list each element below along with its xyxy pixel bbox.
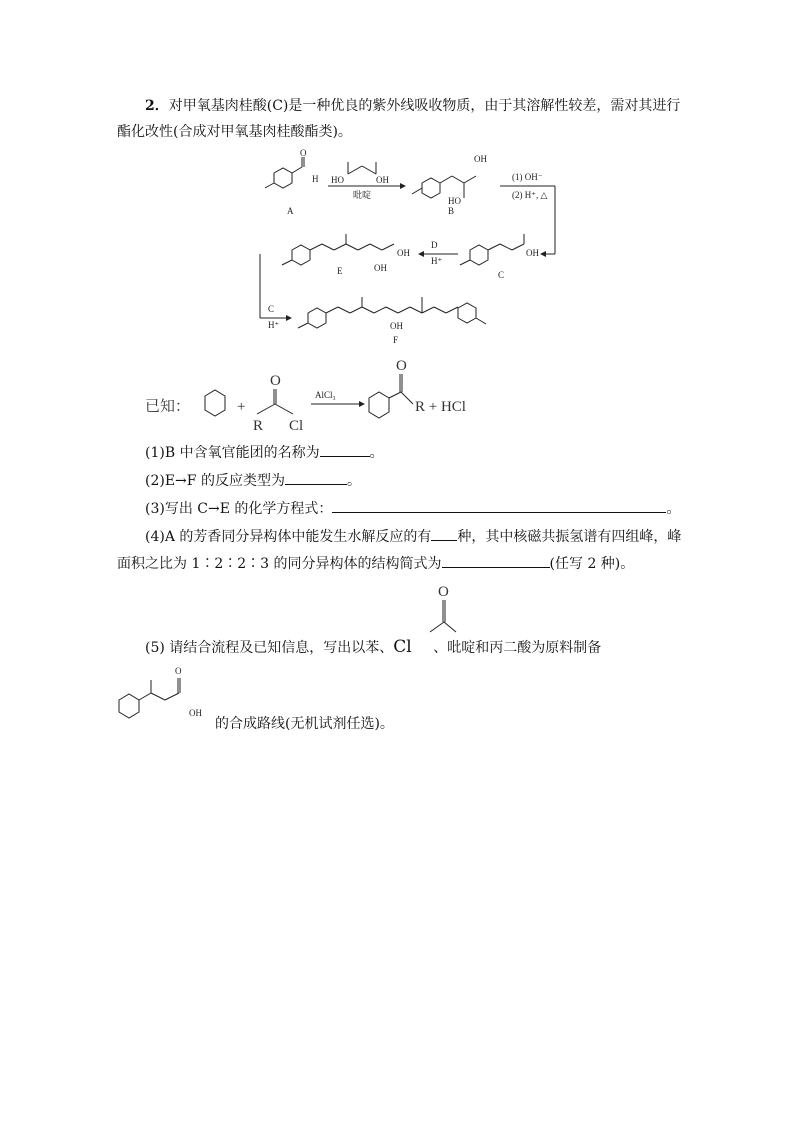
q5-text-a: (5) 请结合流程及已知信息，写出以苯、 [145,640,394,656]
sub-question-3 [145,498,680,519]
F-OH: OH [390,321,403,331]
group-OH: OH [376,175,389,185]
acyl-O: O [270,373,281,389]
question-intro-line1 [145,96,680,116]
cond-H-heat: (2) H⁺, △ [512,190,548,200]
intro-text-1: 对甲氧基肉桂酸(C)是一种优良的紫外线吸收物质，由于其溶解性较差，需对其进行 [168,98,681,114]
group-H: H [312,174,319,184]
q5-text-b: 、吡啶和丙二酸为原料制备 [433,640,602,656]
cond-OH: (1) OH⁻ [512,172,543,182]
question-number: 2． [145,98,169,114]
group-HO: HO [331,175,344,185]
catalyst-AlCl3: AlCl₃ [315,390,336,400]
reagent-malonic-acid [331,162,389,185]
target-product-structure [115,660,215,728]
product-benzene-icon [369,392,389,418]
product-O: O [396,358,407,374]
sub-question-5-line2: 的合成路线(无机试剂任选)。 [215,716,394,732]
molecule-B [412,154,487,216]
B-OH-top: OH [474,154,487,164]
label-A: A [287,206,294,216]
sub-question-4-line2 [117,553,634,574]
q4-text-b: 种，其中核磁共振氢谱有四组峰，峰 [457,529,682,545]
q2-text: (2)E→F 的反应类型为 [145,473,285,489]
q1-answer-blank[interactable] [320,442,370,457]
q5-cl: Cl [393,637,412,657]
reaction-scheme [250,148,570,360]
product-O-atom: O [175,666,182,676]
q4-text-d: (任写 2 种)。 [549,556,635,572]
question-intro-line2: 酯化改性(合成对甲氧基肉桂酸酯类)。 [117,124,352,140]
q1-text: (1)B 中含氧官能团的名称为 [145,445,320,461]
acyl-R: R [253,418,264,434]
plus-sign: + [237,399,246,415]
label-E: E [337,266,343,276]
molecule-A [265,148,319,216]
q2-end: 。 [346,473,361,489]
q2-answer-blank[interactable] [285,470,347,485]
acyl-chloride-O: O [438,584,449,600]
known-label: 已知： [145,399,191,415]
sub-question-4-line1 [145,526,681,547]
q4-structure-blank[interactable] [442,553,550,568]
label-C: C [498,270,505,280]
acid-H-2: H⁺ [268,320,280,330]
q3-text: (3)写出 C→E 的化学方程式： [145,501,333,517]
known-reaction [145,354,485,436]
sub-question-5-line1 [145,637,601,658]
sub-question-2 [145,470,361,491]
reagent-D: D [431,240,438,250]
atom-O-A: O [300,148,307,158]
C-OH: OH [526,248,539,258]
q3-answer-blank[interactable] [332,498,666,513]
q3-end: 。 [666,501,681,517]
label-F: F [393,335,399,345]
B-HO-bottom: HO [448,196,461,206]
E-OH-2: OH [374,263,387,273]
molecule-E [282,234,410,276]
molecule-F [298,297,486,345]
E-OH: OH [397,248,410,258]
q4-text-c: 面积之比为 1∶2∶2∶3 的同分异构体的结构简式为 [117,556,442,572]
q4-count-blank[interactable] [431,526,457,541]
product-tail: R + HCl [415,399,466,415]
product-OH: OH [189,708,202,718]
acyl-Cl: Cl [289,418,304,434]
reagent-C: C [268,304,275,314]
reagent-pyridine: 吡啶 [353,190,372,200]
q4-text-a: (4)A 的芳香同分异构体中能发生水解反应的有 [145,529,432,545]
benzene-icon [205,390,225,416]
label-B: B [448,206,455,216]
molecule-C [460,234,539,280]
acid-H-1: H⁺ [431,256,443,266]
q1-end: 。 [369,445,384,461]
sub-question-1 [145,442,384,463]
